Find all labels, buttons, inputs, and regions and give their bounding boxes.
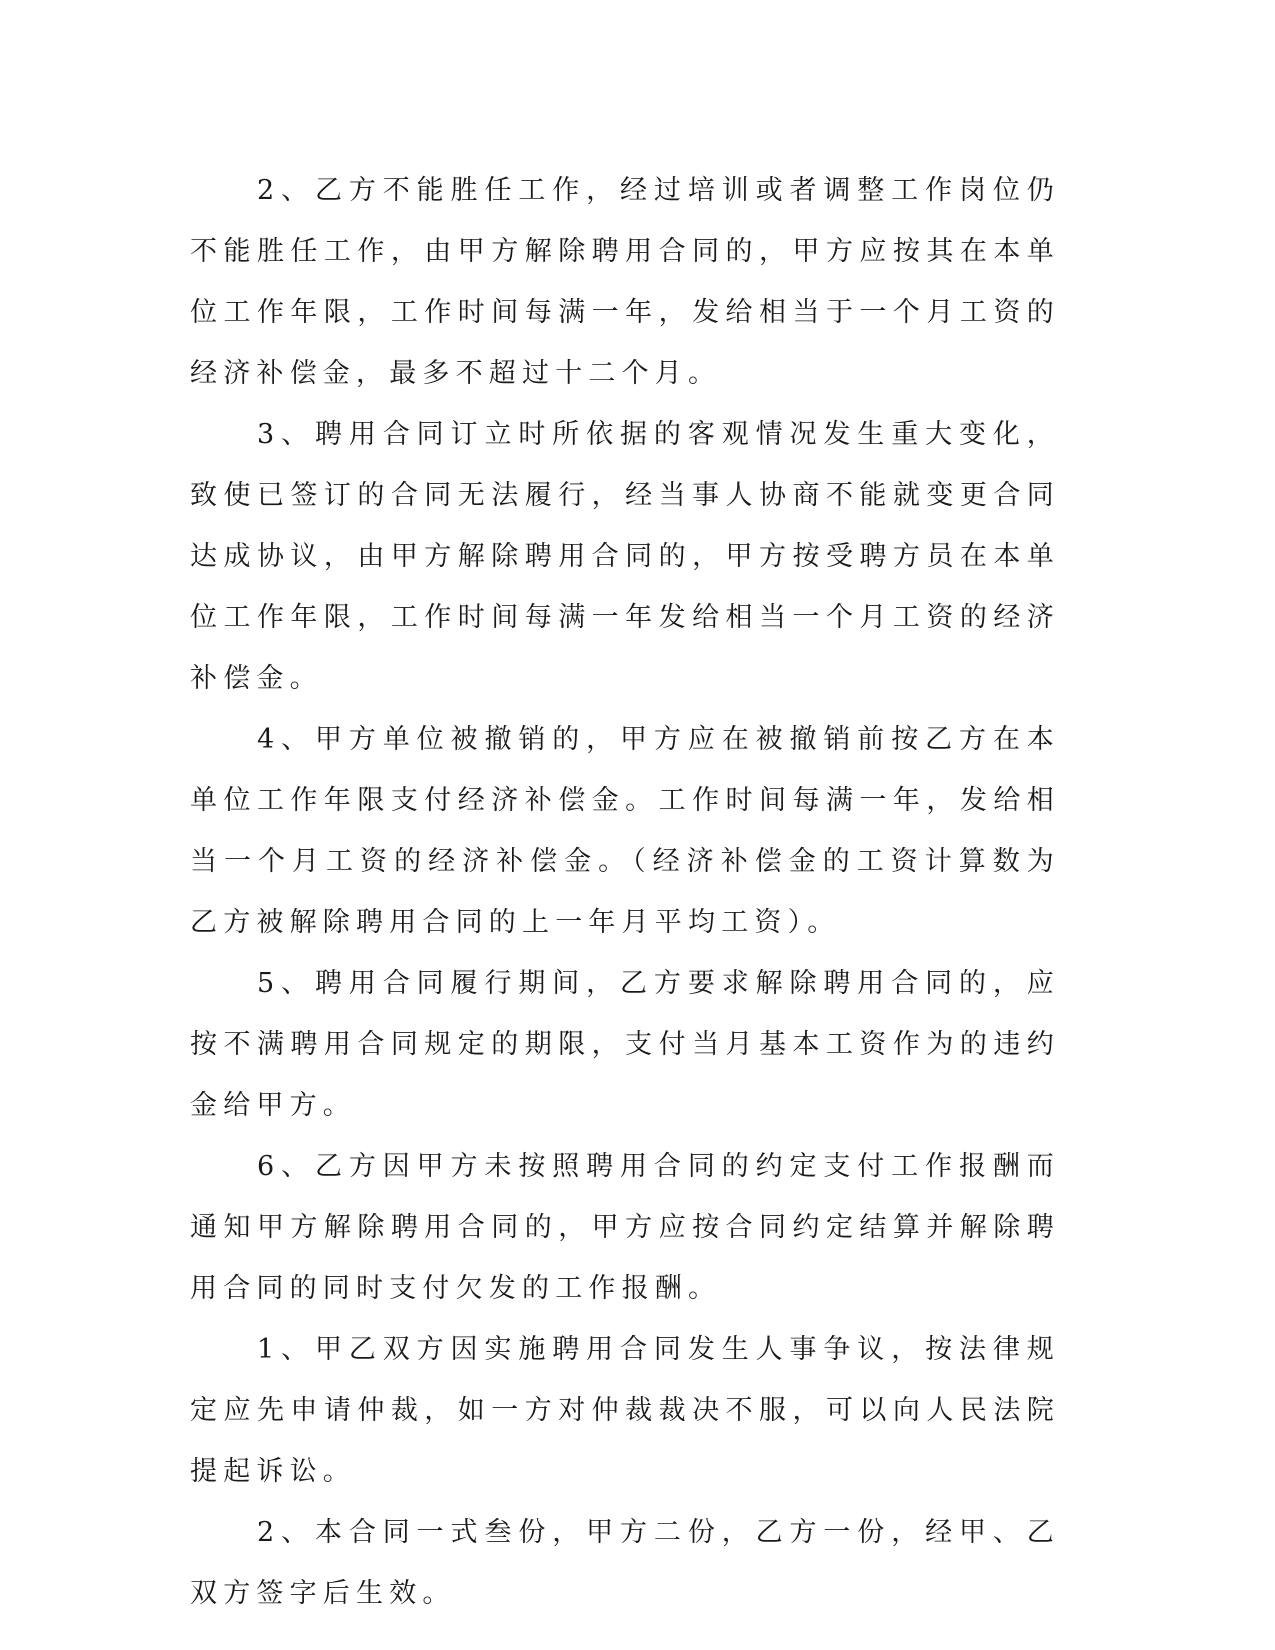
clause-paragraph: 4、甲方单位被撤销的，甲方应在被撤销前按乙方在本单位工作年限支付经济补偿金。工作时间每满一年，发给相当一个月工资的经济补偿金。（经济补偿金的工资计算数为乙方被解除聘用合同的上一年月平均工资）。 [190,724,1060,938]
clause-paragraph: 5、聘用合同履行期间，乙方要求解除聘用合同的，应按不满聘用合同规定的期限，支付当月基本工资作为的违约金给甲方。 [190,968,1060,1121]
clause-paragraph: 6、乙方因甲方未按照聘用合同的约定支付工作报酬而通知甲方解除聘用合同的，甲方应按合同约定结算并解除聘用合同的同时支付欠发的工作报酬。 [190,1151,1060,1304]
clause-paragraph: 2、乙方不能胜任工作，经过培训或者调整工作岗位仍不能胜任工作，由甲方解除聘用合同的，甲方应按其在本单位工作年限，工作时间每满一年，发给相当于一个月工资的经济补偿金，最多不超过十二个月。 [190,175,1060,389]
clause-paragraph: 2、本合同一式叁份，甲方二份，乙方一份，经甲、乙双方签字后生效。 [190,1517,1060,1609]
clause-paragraph: 3、聘用合同订立时所依据的客观情况发生重大变化，致使已签订的合同无法履行，经当事人协商不能就变更合同达成协议，由甲方解除聘用合同的，甲方按受聘方员在本单位工作年限，工作时间每满一年发给相当一个月工资的经济补偿金。 [190,419,1060,694]
clause-paragraph: 1、甲乙双方因实施聘用合同发生人事争议，按法律规定应先申请仲裁，如一方对仲裁裁决不服，可以向人民法院提起诉讼。 [190,1334,1060,1487]
document-body [190,160,1060,1624]
